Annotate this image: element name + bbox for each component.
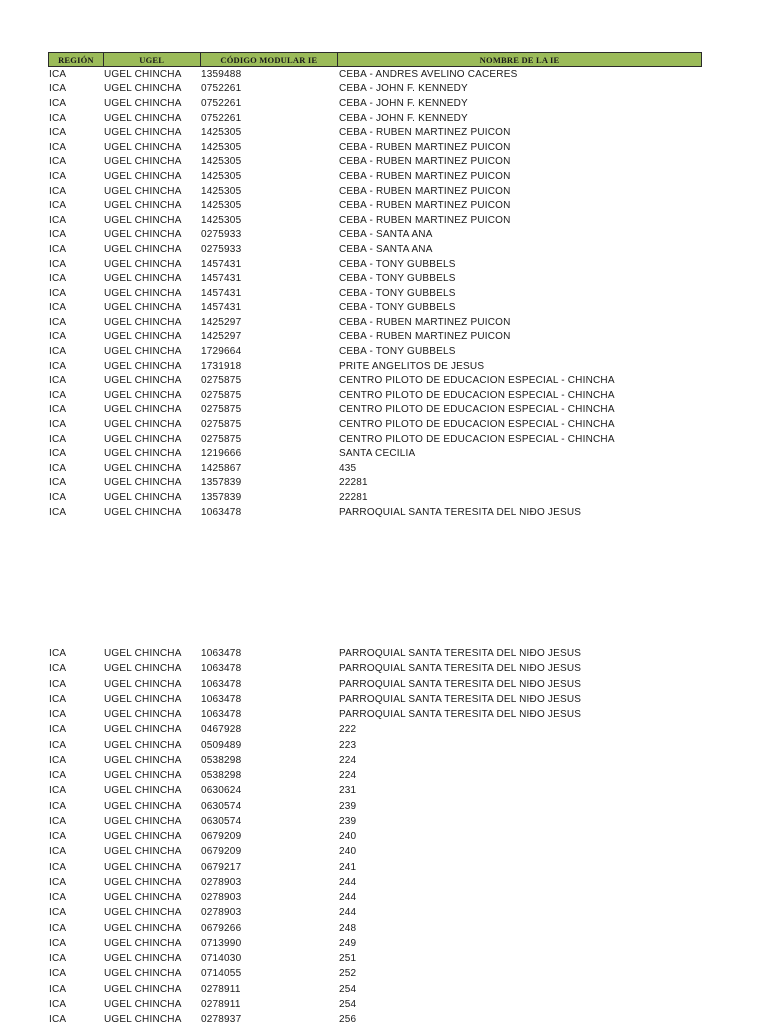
region-cell: ICA: [49, 693, 67, 705]
ugel-cell: UGEL CHINCHA: [104, 648, 182, 660]
codigo-cell: 0630574: [201, 800, 242, 812]
region-cell: ICA: [49, 983, 67, 995]
codigo-cell: 0275875: [201, 375, 242, 387]
region-cell: ICA: [49, 968, 67, 980]
codigo-cell: 1425305: [201, 170, 242, 182]
table-row: [48, 213, 702, 228]
codigo-cell: 1063478: [201, 693, 242, 705]
nombre-cell: 251: [339, 953, 357, 965]
nombre-cell: 254: [339, 983, 357, 995]
nombre-cell: CEBA - TONY GUBBELS: [339, 346, 456, 358]
region-cell: ICA: [49, 316, 67, 328]
ugel-cell: UGEL CHINCHA: [104, 922, 182, 934]
ugel-cell: UGEL CHINCHA: [104, 506, 182, 518]
codigo-cell: 0275875: [201, 404, 242, 416]
region-cell: ICA: [49, 229, 67, 241]
table-row: [48, 315, 702, 330]
table-row: [48, 140, 702, 155]
table-row: [48, 860, 702, 875]
nombre-cell: CEBA - RUBEN MARTINEZ PUICON: [339, 185, 511, 197]
nombre-cell: SANTA CECILIA: [339, 448, 416, 460]
codigo-cell: 0679209: [201, 846, 242, 858]
codigo-cell: 1063478: [201, 648, 242, 660]
table-row: [48, 829, 702, 844]
codigo-cell: 1457431: [201, 302, 242, 314]
table-row: [48, 799, 702, 814]
table-row: [48, 875, 702, 890]
codigo-cell: 1425305: [201, 185, 242, 197]
table-row: [48, 330, 702, 345]
ugel-cell: UGEL CHINCHA: [104, 360, 182, 372]
nombre-cell: CEBA - RUBEN MARTINEZ PUICON: [339, 316, 511, 328]
nombre-cell: CEBA - SANTA ANA: [339, 243, 433, 255]
codigo-cell: 0278903: [201, 876, 242, 888]
region-cell: ICA: [49, 200, 67, 212]
table-row: [48, 286, 702, 301]
ugel-cell: UGEL CHINCHA: [104, 831, 182, 843]
ugel-cell: UGEL CHINCHA: [104, 937, 182, 949]
table-body-page-2: [48, 646, 702, 1027]
ugel-cell: UGEL CHINCHA: [104, 389, 182, 401]
region-cell: ICA: [49, 243, 67, 255]
table-row: [48, 125, 702, 140]
codigo-cell: 1457431: [201, 258, 242, 270]
nombre-cell: CEBA - SANTA ANA: [339, 229, 433, 241]
table-row: [48, 951, 702, 966]
region-cell: ICA: [49, 953, 67, 965]
region-cell: ICA: [49, 97, 67, 109]
ugel-cell: UGEL CHINCHA: [104, 983, 182, 995]
region-cell: ICA: [49, 709, 67, 721]
table-row: [48, 403, 702, 418]
region-cell: ICA: [49, 112, 67, 124]
table-row: [48, 890, 702, 905]
nombre-cell: CEBA - JOHN F. KENNEDY: [339, 97, 468, 109]
region-cell: ICA: [49, 302, 67, 314]
region-cell: ICA: [49, 346, 67, 358]
ugel-cell: UGEL CHINCHA: [104, 477, 182, 489]
nombre-cell: PARROQUIAL SANTA TERESITA DEL NIÐO JESUS: [339, 648, 582, 660]
region-cell: ICA: [49, 492, 67, 504]
codigo-cell: 0275875: [201, 419, 242, 431]
codigo-cell: 0679217: [201, 861, 242, 873]
header-ugel: UGEL: [104, 53, 201, 66]
ugel-cell: UGEL CHINCHA: [104, 800, 182, 812]
ugel-cell: UGEL CHINCHA: [104, 1014, 182, 1026]
codigo-cell: 1357839: [201, 477, 242, 489]
codigo-cell: 0467928: [201, 724, 242, 736]
ugel-cell: UGEL CHINCHA: [104, 156, 182, 168]
table-row: [48, 461, 702, 476]
region-cell: ICA: [49, 678, 67, 690]
table-row: [48, 722, 702, 737]
ugel-cell: UGEL CHINCHA: [104, 229, 182, 241]
nombre-cell: 224: [339, 754, 357, 766]
nombre-cell: 22281: [339, 477, 368, 489]
codigo-cell: 0714055: [201, 968, 242, 980]
nombre-cell: CEBA - RUBEN MARTINEZ PUICON: [339, 127, 511, 139]
codigo-cell: 1063478: [201, 506, 242, 518]
ugel-cell: UGEL CHINCHA: [104, 739, 182, 751]
codigo-cell: 1063478: [201, 709, 242, 721]
table-row: [48, 646, 702, 661]
codigo-cell: 1425305: [201, 156, 242, 168]
nombre-cell: CEBA - ANDRES AVELINO CACERES: [339, 68, 518, 80]
ugel-cell: UGEL CHINCHA: [104, 97, 182, 109]
header-nombre-ie: NOMBRE DE LA IE: [479, 54, 560, 65]
table-row: [48, 921, 702, 936]
codigo-cell: 0752261: [201, 97, 242, 109]
ugel-cell: UGEL CHINCHA: [104, 112, 182, 124]
codigo-cell: 0275875: [201, 389, 242, 401]
codigo-cell: 0278911: [201, 983, 241, 995]
nombre-cell: 231: [339, 785, 357, 797]
region-cell: ICA: [49, 419, 67, 431]
region-cell: ICA: [49, 846, 67, 858]
nombre-cell: 224: [339, 770, 357, 782]
nombre-cell: CENTRO PILOTO DE EDUCACION ESPECIAL - CHINCHA: [339, 389, 615, 401]
table-row: [48, 738, 702, 753]
nombre-cell: CEBA - RUBEN MARTINEZ PUICON: [339, 156, 511, 168]
region-cell: ICA: [49, 724, 67, 736]
ugel-cell: UGEL CHINCHA: [104, 243, 182, 255]
codigo-cell: 1457431: [201, 273, 242, 285]
table-row: [48, 96, 702, 111]
region-cell: ICA: [49, 892, 67, 904]
region-cell: ICA: [49, 907, 67, 919]
nombre-cell: PARROQUIAL SANTA TERESITA DEL NIÐO JESUS: [339, 709, 582, 721]
region-cell: ICA: [49, 389, 67, 401]
nombre-cell: 244: [339, 907, 357, 919]
table-row: [48, 692, 702, 707]
header-codigo-modular: CÓDIGO MODULAR IE: [201, 53, 339, 66]
table-row: [48, 257, 702, 272]
ugel-cell: UGEL CHINCHA: [104, 663, 182, 675]
table-row: [48, 753, 702, 768]
table-row: [48, 768, 702, 783]
table-row: [48, 82, 702, 97]
codigo-cell: 0509489: [201, 739, 242, 751]
nombre-cell: 244: [339, 892, 357, 904]
table-row: [48, 936, 702, 951]
table-row: [48, 707, 702, 722]
region-cell: ICA: [49, 83, 67, 95]
ugel-cell: UGEL CHINCHA: [104, 693, 182, 705]
region-cell: ICA: [49, 433, 67, 445]
nombre-cell: PARROQUIAL SANTA TERESITA DEL NIÐO JESUS: [339, 678, 582, 690]
ugel-cell: UGEL CHINCHA: [104, 907, 182, 919]
ugel-cell: UGEL CHINCHA: [104, 998, 182, 1010]
ugel-cell: UGEL CHINCHA: [104, 127, 182, 139]
ugel-cell: UGEL CHINCHA: [104, 953, 182, 965]
codigo-cell: 0278937: [201, 1014, 242, 1026]
nombre-cell: 252: [339, 968, 357, 980]
ugel-cell: UGEL CHINCHA: [104, 815, 182, 827]
region-cell: ICA: [49, 156, 67, 168]
region-cell: ICA: [49, 141, 67, 153]
table-row: [48, 814, 702, 829]
ugel-cell: UGEL CHINCHA: [104, 785, 182, 797]
codigo-cell: 0630574: [201, 815, 242, 827]
nombre-cell: 223: [339, 739, 357, 751]
region-cell: ICA: [49, 185, 67, 197]
nombre-cell: 254: [339, 998, 357, 1010]
region-cell: ICA: [49, 663, 67, 675]
codigo-cell: 0278911: [201, 998, 241, 1010]
ugel-cell: UGEL CHINCHA: [104, 346, 182, 358]
ugel-cell: UGEL CHINCHA: [104, 892, 182, 904]
codigo-cell: 1425305: [201, 200, 242, 212]
codigo-cell: 0713990: [201, 937, 242, 949]
table-row: [48, 301, 702, 316]
region-cell: ICA: [49, 1014, 67, 1026]
nombre-cell: CEBA - TONY GUBBELS: [339, 287, 456, 299]
codigo-cell: 1063478: [201, 663, 242, 675]
region-cell: ICA: [49, 127, 67, 139]
codigo-cell: 0679209: [201, 831, 242, 843]
table-row: [48, 359, 702, 374]
table-row: [48, 198, 702, 213]
ugel-cell: UGEL CHINCHA: [104, 287, 182, 299]
nombre-cell: PRITE ANGELITOS DE JESUS: [339, 360, 485, 372]
table-row: [48, 169, 702, 184]
ugel-cell: UGEL CHINCHA: [104, 492, 182, 504]
region-cell: ICA: [49, 770, 67, 782]
ugel-cell: UGEL CHINCHA: [104, 678, 182, 690]
nombre-cell: 239: [339, 800, 357, 812]
nombre-cell: CEBA - RUBEN MARTINEZ PUICON: [339, 331, 511, 343]
nombre-cell: 249: [339, 937, 357, 949]
nombre-cell: CEBA - RUBEN MARTINEZ PUICON: [339, 200, 511, 212]
region-cell: ICA: [49, 922, 67, 934]
nombre-cell: CEBA - JOHN F. KENNEDY: [339, 83, 468, 95]
table-row: [48, 1012, 702, 1027]
table-row: [48, 242, 702, 257]
ugel-cell: UGEL CHINCHA: [104, 419, 182, 431]
nombre-cell: 239: [339, 815, 357, 827]
header-region: REGIÓN: [49, 53, 104, 66]
ugel-cell: UGEL CHINCHA: [104, 448, 182, 460]
region-cell: ICA: [49, 937, 67, 949]
codigo-cell: 0752261: [201, 83, 242, 95]
ugel-cell: UGEL CHINCHA: [104, 316, 182, 328]
ugel-cell: UGEL CHINCHA: [104, 404, 182, 416]
nombre-cell: CEBA - TONY GUBBELS: [339, 258, 456, 270]
codigo-cell: 1729664: [201, 346, 242, 358]
region-cell: ICA: [49, 815, 67, 827]
nombre-cell: 435: [339, 462, 357, 474]
codigo-cell: 1357839: [201, 492, 242, 504]
nombre-cell: CEBA - JOHN F. KENNEDY: [339, 112, 468, 124]
table-row: [48, 432, 702, 447]
region-cell: ICA: [49, 404, 67, 416]
ugel-cell: UGEL CHINCHA: [104, 214, 182, 226]
region-cell: ICA: [49, 861, 67, 873]
region-cell: ICA: [49, 998, 67, 1010]
ugel-cell: UGEL CHINCHA: [104, 68, 182, 80]
ugel-cell: UGEL CHINCHA: [104, 724, 182, 736]
table-row: [48, 982, 702, 997]
table-row: [48, 476, 702, 491]
table-row: [48, 783, 702, 798]
codigo-cell: 1425305: [201, 141, 242, 153]
nombre-cell: CEBA - RUBEN MARTINEZ PUICON: [339, 170, 511, 182]
codigo-cell: 0275875: [201, 433, 242, 445]
table-row: [48, 997, 702, 1012]
ugel-cell: UGEL CHINCHA: [104, 200, 182, 212]
codigo-cell: 0275933: [201, 243, 242, 255]
codigo-cell: 0714030: [201, 953, 242, 965]
table-row: [48, 966, 702, 981]
region-cell: ICA: [49, 785, 67, 797]
table-row: [48, 677, 702, 692]
codigo-cell: 0630624: [201, 785, 242, 797]
region-cell: ICA: [49, 287, 67, 299]
table-row: [48, 905, 702, 920]
region-cell: ICA: [49, 477, 67, 489]
region-cell: ICA: [49, 754, 67, 766]
region-cell: ICA: [49, 831, 67, 843]
codigo-cell: 0278903: [201, 892, 242, 904]
nombre-cell: 248: [339, 922, 357, 934]
region-cell: ICA: [49, 258, 67, 270]
region-cell: ICA: [49, 448, 67, 460]
codigo-cell: 1425305: [201, 127, 242, 139]
codigo-cell: 0752261: [201, 112, 242, 124]
region-cell: ICA: [49, 68, 67, 80]
nombre-cell: CENTRO PILOTO DE EDUCACION ESPECIAL - CHINCHA: [339, 375, 615, 387]
region-cell: ICA: [49, 462, 67, 474]
table-row: [48, 228, 702, 243]
codigo-cell: 1425297: [201, 331, 242, 343]
nombre-cell: CEBA - TONY GUBBELS: [339, 273, 456, 285]
nombre-cell: 240: [339, 846, 357, 858]
nombre-cell: CENTRO PILOTO DE EDUCACION ESPECIAL - CHINCHA: [339, 404, 615, 416]
table-row: [48, 184, 702, 199]
nombre-cell: 256: [339, 1014, 357, 1026]
table-header: [48, 52, 702, 67]
ugel-cell: UGEL CHINCHA: [104, 185, 182, 197]
table-row: [48, 155, 702, 170]
region-cell: ICA: [49, 375, 67, 387]
codigo-cell: 1425297: [201, 316, 242, 328]
region-cell: ICA: [49, 273, 67, 285]
nombre-cell: CEBA - RUBEN MARTINEZ PUICON: [339, 141, 511, 153]
ugel-cell: UGEL CHINCHA: [104, 968, 182, 980]
ugel-cell: UGEL CHINCHA: [104, 754, 182, 766]
nombre-cell: PARROQUIAL SANTA TERESITA DEL NIÐO JESUS: [339, 506, 582, 518]
nombre-cell: CENTRO PILOTO DE EDUCACION ESPECIAL - CHINCHA: [339, 419, 615, 431]
table-row: [48, 67, 702, 82]
table-row: [48, 661, 702, 676]
ugel-cell: UGEL CHINCHA: [104, 770, 182, 782]
ugel-cell: UGEL CHINCHA: [104, 258, 182, 270]
region-cell: ICA: [49, 739, 67, 751]
table-row: [48, 505, 702, 520]
ugel-cell: UGEL CHINCHA: [104, 331, 182, 343]
nombre-cell: 240: [339, 831, 357, 843]
region-cell: ICA: [49, 360, 67, 372]
table-row: [48, 844, 702, 859]
ugel-cell: UGEL CHINCHA: [104, 273, 182, 285]
codigo-cell: 1063478: [201, 678, 242, 690]
table-row: [48, 344, 702, 359]
ugel-cell: UGEL CHINCHA: [104, 170, 182, 182]
codigo-cell: 1425305: [201, 214, 242, 226]
region-cell: ICA: [49, 876, 67, 888]
ugel-cell: UGEL CHINCHA: [104, 846, 182, 858]
codigo-cell: 1359488: [201, 68, 242, 80]
ugel-cell: UGEL CHINCHA: [104, 462, 182, 474]
nombre-cell: CEBA - TONY GUBBELS: [339, 302, 456, 314]
codigo-cell: 1457431: [201, 287, 242, 299]
nombre-cell: PARROQUIAL SANTA TERESITA DEL NIÐO JESUS: [339, 693, 582, 705]
nombre-cell: PARROQUIAL SANTA TERESITA DEL NIÐO JESUS: [339, 663, 582, 675]
ugel-cell: UGEL CHINCHA: [104, 375, 182, 387]
ugel-cell: UGEL CHINCHA: [104, 141, 182, 153]
region-cell: ICA: [49, 170, 67, 182]
codigo-cell: 0275933: [201, 229, 242, 241]
region-cell: ICA: [49, 331, 67, 343]
table-row: [48, 373, 702, 388]
codigo-cell: 1219666: [201, 448, 242, 460]
nombre-cell: 241: [339, 861, 357, 873]
table-row: [48, 490, 702, 505]
codigo-cell: 0538298: [201, 770, 242, 782]
nombre-cell: 222: [339, 724, 357, 736]
codigo-cell: 0679266: [201, 922, 242, 934]
ugel-cell: UGEL CHINCHA: [104, 876, 182, 888]
table-row: [48, 446, 702, 461]
ugel-cell: UGEL CHINCHA: [104, 861, 182, 873]
table-body-page-1: [48, 67, 702, 519]
codigo-cell: 1425867: [201, 462, 242, 474]
nombre-cell: 244: [339, 876, 357, 888]
codigo-cell: 1731918: [201, 360, 242, 372]
codigo-cell: 0538298: [201, 754, 242, 766]
ugel-cell: UGEL CHINCHA: [104, 83, 182, 95]
codigo-cell: 0278903: [201, 907, 242, 919]
nombre-cell: 22281: [339, 492, 368, 504]
ugel-cell: UGEL CHINCHA: [104, 433, 182, 445]
table-row: [48, 417, 702, 432]
ugel-cell: UGEL CHINCHA: [104, 302, 182, 314]
region-cell: ICA: [49, 800, 67, 812]
table-row: [48, 111, 702, 126]
ugel-cell: UGEL CHINCHA: [104, 709, 182, 721]
table-row: [48, 388, 702, 403]
nombre-cell: CEBA - RUBEN MARTINEZ PUICON: [339, 214, 511, 226]
region-cell: ICA: [49, 506, 67, 518]
region-cell: ICA: [49, 214, 67, 226]
region-cell: ICA: [49, 648, 67, 660]
table-row: [48, 271, 702, 286]
nombre-cell: CENTRO PILOTO DE EDUCACION ESPECIAL - CHINCHA: [339, 433, 615, 445]
